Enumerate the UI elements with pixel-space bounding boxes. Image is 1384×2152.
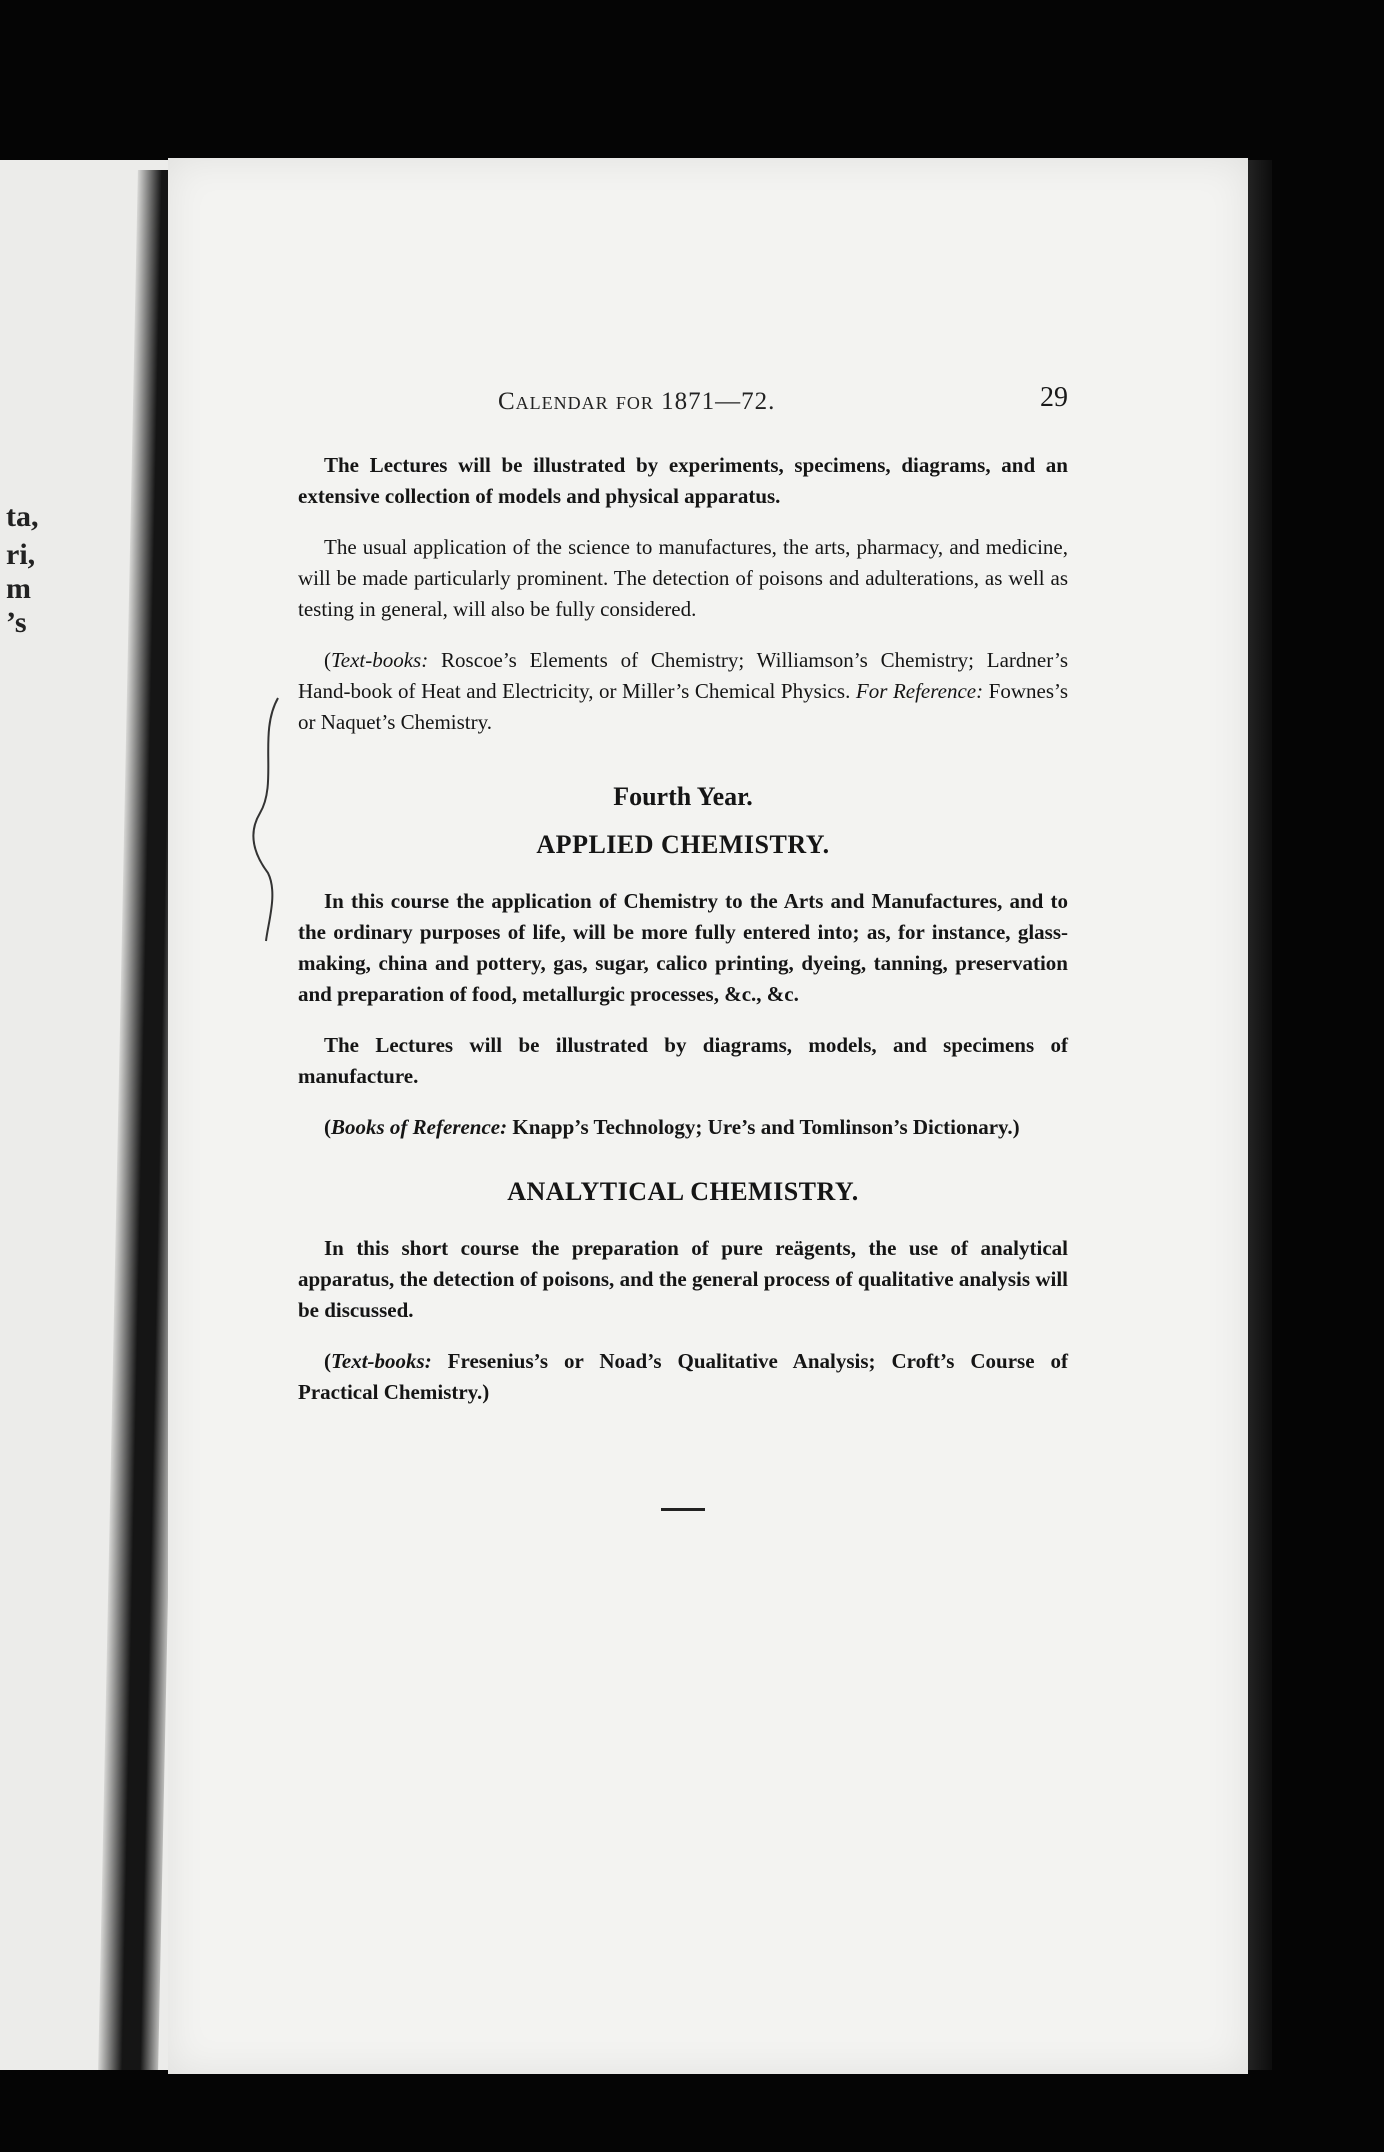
section-heading-fourth-year: Fourth Year. <box>613 782 753 811</box>
books-of-reference-text: Knapp’s Technology; Ure’s and Tomlinson’s Dictionary.) <box>512 1115 1020 1139</box>
facing-page-fragment: ta, <box>6 500 39 533</box>
facing-page-fragment: ’s <box>6 606 27 639</box>
paragraph-analytical-course: In this short course the preparation of pure reägents, the use of analytical apparatus, the detection of poisons, and the general process of qualitative analysis will be discussed. <box>298 1236 1068 1322</box>
paragraph-applied-reference: (Books of Reference: Knapp’s Technology; Ure’s and Tomlinson’s Dictionary.) <box>324 1115 1020 1139</box>
paragraph-application: The usual application of the science to manufactures, the arts, pharmacy, and medicine, will be made particularly prominent. The detection of poisons and adulterations, as well as testing in general, will also be fully considered. <box>298 535 1068 621</box>
paragraph-textbooks: (Text-books: Roscoe’s Elements of Chemistry; Williamson’s Chemistry; Lardner’s Hand-book of Heat and Electricity, or Miller’s Chemical Physics. For Reference: Fownes’s or Naquet’s Chemistry. <box>298 648 1069 734</box>
reference-text: Fownes’s or Naquet’s Chemistry. <box>298 679 1069 734</box>
heading-analytical-chemistry: ANALYTICAL CHEMISTRY. <box>507 1177 859 1206</box>
handwritten-bracket-mark <box>248 693 288 943</box>
books-of-reference-label: Books of Reference: <box>331 1115 508 1139</box>
running-head <box>298 382 1068 432</box>
textbooks-label: Text-books: <box>331 648 429 672</box>
analytical-textbooks-label: Text-books: <box>331 1349 432 1373</box>
paragraph-applied-course: In this course the application of Chemistry to the Arts and Manufactures, and to the ordinary purposes of life, will be more fully entered into; as, for instance, glass-making, china and pottery, gas, sugar, calico printing, dyeing, tanning, preservation and preparation of food, metallurgic processes, &c., &c. <box>298 889 1068 1006</box>
facing-page-fragment: ri, <box>6 538 36 571</box>
end-rule <box>661 1508 705 1511</box>
page-content <box>298 382 1069 1511</box>
book-page <box>168 158 1248 2074</box>
paragraph-applied-lectures: The Lectures will be illustrated by diagrams, models, and specimens of manufacture. <box>298 1033 1068 1088</box>
reference-label: For Reference: <box>855 679 984 703</box>
paragraph-lectures: The Lectures will be illustrated by experiments, specimens, diagrams, and an extensive collection of models and physical apparatus. <box>298 453 1068 508</box>
facing-page-fragment: m <box>6 572 31 605</box>
running-title: Calendar for 1871—72. <box>498 388 776 415</box>
analytical-textbooks-text: Fresenius’s or Noad’s Qualitative Analysis; Croft’s Course of Practical Chemistry.) <box>298 1349 1068 1404</box>
heading-applied-chemistry: APPLIED CHEMISTRY. <box>536 830 830 859</box>
textbooks-text: Roscoe’s Elements of Chemistry; Williamson’s Chemistry; Lardner’s Hand-book of Heat and Electricity, or Miller’s Chemical Physics. <box>298 648 1068 703</box>
page-number: 29 <box>1040 382 1068 413</box>
paragraph-analytical-textbooks: (Text-books: Fresenius’s or Noad’s Qualitative Analysis; Croft’s Course of Practical Chemistry.) <box>298 1349 1068 1404</box>
